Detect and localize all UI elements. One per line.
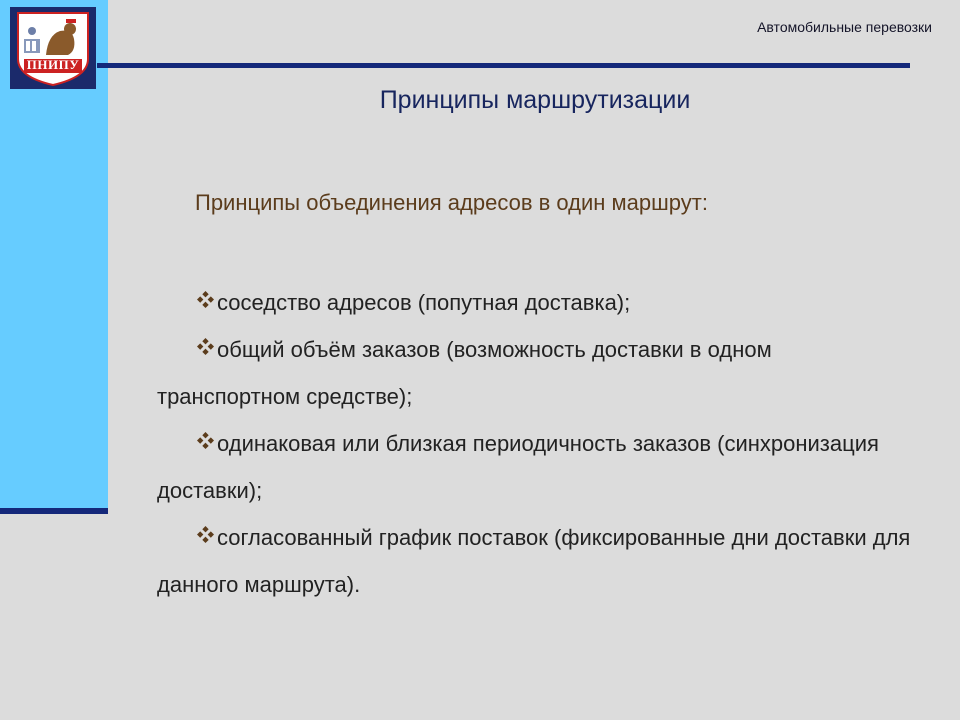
four-diamond-bullet-icon — [197, 291, 214, 308]
bullet-text: соседство адресов (попутная доставка); — [217, 290, 631, 315]
university-crest-bear-icon — [10, 7, 96, 89]
bullet-item — [157, 279, 917, 326]
course-name: Автомобильные перевозки — [757, 19, 932, 35]
four-diamond-bullet-icon — [197, 432, 214, 449]
slide-title: Принципы маршрутизации — [379, 86, 691, 114]
left-band-divider — [0, 508, 108, 514]
four-diamond-bullet-icon — [197, 338, 214, 355]
bullet-item — [157, 420, 917, 514]
bullet-text: согласованный график поставок (фиксированные дни доставки для данного маршрута). — [157, 525, 911, 597]
bullet-list — [157, 279, 917, 608]
bullet-item — [157, 514, 917, 608]
university-logo — [10, 7, 96, 89]
bullet-text: одинаковая или близкая периодичность заказов (синхронизация доставки); — [157, 431, 879, 503]
slide-subtitle: Принципы объединения адресов в один маршрут: — [195, 190, 708, 215]
logo-text: ПНИПУ — [26, 57, 80, 72]
bullet-item — [157, 326, 917, 420]
header-rule — [97, 63, 910, 68]
bullet-text: общий объём заказов (возможность доставки в одном транспортном средстве); — [157, 337, 772, 409]
four-diamond-bullet-icon — [197, 526, 214, 543]
